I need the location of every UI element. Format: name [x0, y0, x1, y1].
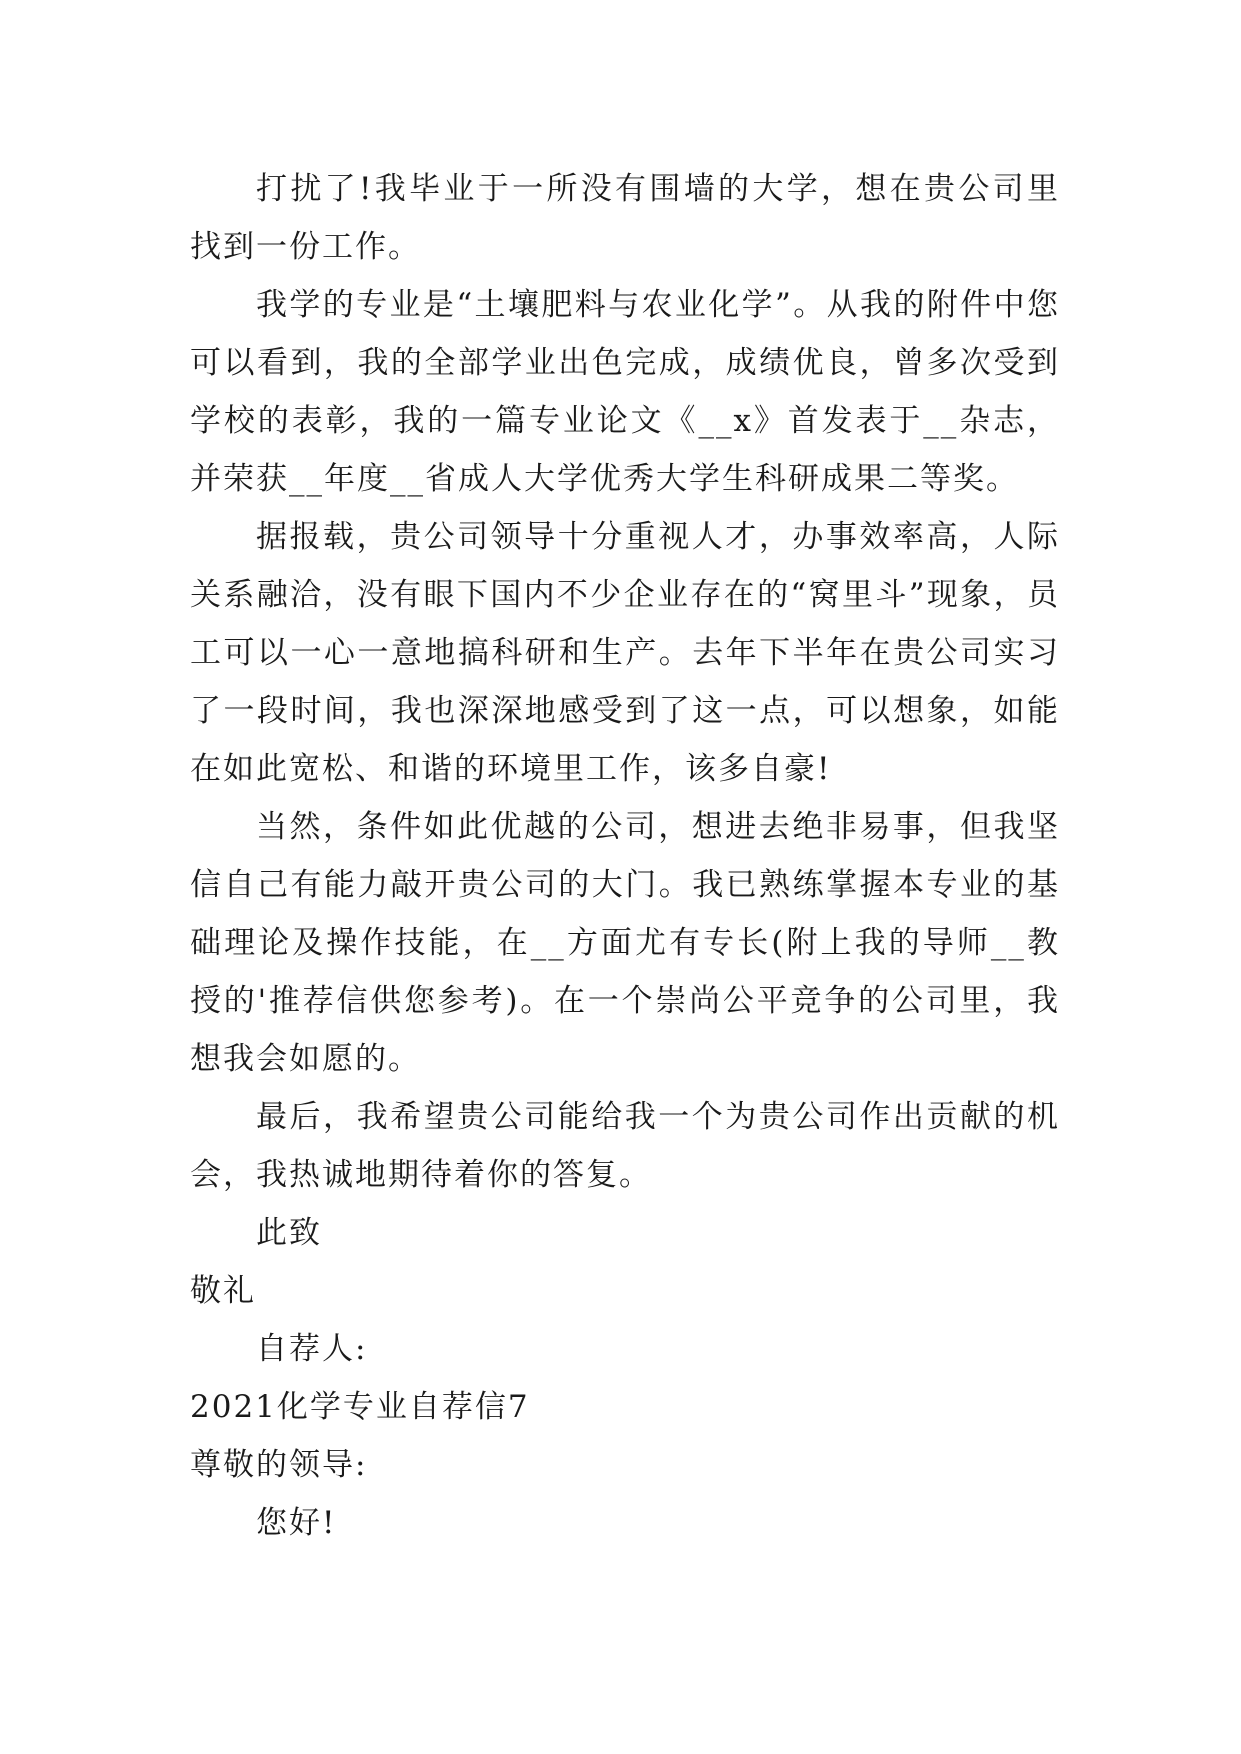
next-letter-title: 2021化学专业自荐信7 — [190, 1389, 530, 1425]
paragraph-major: 我学的专业是“土壤肥料与农业化学”。从我的附件中您可以看到，我的全部学业出色完成，成绩优良，曾多次受到学校的表彰，我的一篇专业论文《__x》首发表于__杂志，并荣获__年度__省成人大学优秀大学生科研成果二等奖。 — [190, 287, 1060, 497]
salute-line: 敬礼 — [190, 1273, 256, 1309]
paragraph-conclusion: 最后，我希望贵公司能给我一个为贵公司作出贡献的机会，我热诚地期待着你的答复。 — [190, 1099, 1060, 1193]
next-letter-greeting: 尊敬的领导: — [190, 1447, 368, 1483]
paragraph-confidence: 当然，条件如此优越的公司，想进去绝非易事，但我坚信自己有能力敲开贵公司的大门。我已熟练掌握本专业的基础理论及操作技能，在__方面尤有专长(附上我的导师__教授的'推荐信供您参考)。在一个崇尚公平竞争的公司里，我想我会如愿的。 — [190, 809, 1060, 1077]
signature-line: 自荐人: — [256, 1331, 368, 1367]
letter-body — [190, 160, 1060, 1552]
paragraph-intro: 打扰了!我毕业于一所没有围墙的大学，想在贵公司里找到一份工作。 — [190, 171, 1060, 265]
paragraph-company: 据报载，贵公司领导十分重视人才，办事效率高，人际关系融洽，没有眼下国内不少企业存在的“窝里斗”现象，员工可以一心一意地搞科研和生产。去年下半年在贵公司实习了一段时间，我也深深地感受到了这一点，可以想象，如能在如此宽松、和谐的环境里工作，该多自豪! — [190, 519, 1060, 787]
closing-line: 此致 — [256, 1215, 322, 1251]
next-letter-hello: 您好! — [256, 1505, 337, 1541]
